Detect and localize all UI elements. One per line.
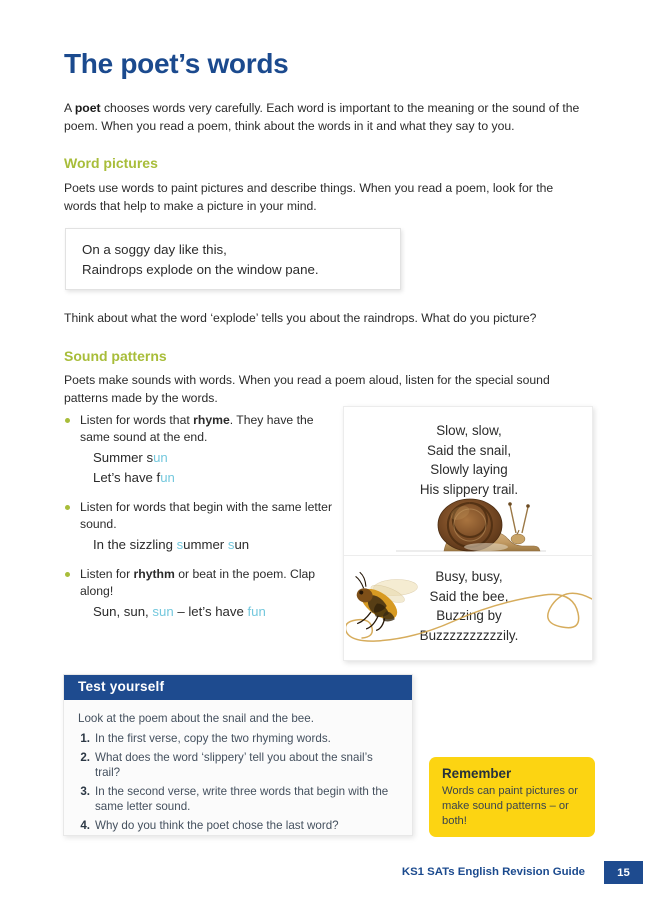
example-3-highlight-1: sun bbox=[152, 604, 174, 619]
example-2-highlight-1: s bbox=[176, 537, 184, 552]
section-heading-sound-patterns: Sound patterns bbox=[64, 348, 167, 364]
page-title: The poet’s words bbox=[64, 48, 289, 79]
bullet-2-text: Listen for words that begin with the same letter sound. bbox=[80, 500, 333, 531]
remember-text: Words can paint pictures or make sound patterns – or both! bbox=[442, 785, 578, 828]
example-2-plain: In the sizzling bbox=[93, 537, 177, 552]
example-1-plain-2: Let’s have f bbox=[93, 470, 161, 485]
question-number: 2. bbox=[80, 750, 90, 764]
illustration-divider bbox=[344, 555, 593, 556]
poem-line-2: Raindrops explode on the window pane. bbox=[82, 262, 319, 277]
question-number: 4. bbox=[80, 818, 90, 832]
test-yourself-intro: Look at the poem about the snail and the bee. bbox=[78, 712, 314, 725]
footer-title: KS1 SATs English Revision Guide bbox=[401, 866, 585, 878]
bee-illustration bbox=[346, 565, 592, 657]
list-item bbox=[64, 412, 336, 445]
section-heading-word-pictures: Word pictures bbox=[64, 155, 158, 171]
list-item bbox=[64, 566, 336, 599]
example-3-mid: – let’s have bbox=[173, 604, 248, 619]
intro-post: chooses words very carefully. Each word is important to the meaning or the sound of the poem. When you read a poem, think about the words in it and what they say to you. bbox=[64, 101, 580, 133]
snail-verse-line: His slippery trail. bbox=[419, 481, 519, 497]
intro-bold-word: poet bbox=[74, 101, 101, 115]
snail-verse-line: Said the snail, bbox=[426, 442, 512, 458]
bee-verse-line: Busy, busy, bbox=[435, 569, 503, 584]
bullet-3-text bbox=[80, 566, 336, 599]
test-yourself-header: Test yourself bbox=[64, 675, 412, 700]
example-1-plain-1: Summer s bbox=[93, 450, 154, 465]
example-3-plain: Sun, sun, bbox=[93, 604, 153, 619]
spacer bbox=[64, 488, 336, 499]
poem-example-box bbox=[65, 228, 401, 290]
test-yourself-box bbox=[63, 674, 413, 836]
snail-verse-line: Slowly laying bbox=[430, 462, 508, 477]
bullet-3-post: or beat in the poem. Clap along! bbox=[80, 567, 316, 598]
snail-verse-line: Slow, slow, bbox=[436, 423, 502, 438]
intro-paragraph bbox=[64, 100, 586, 135]
sound-patterns-bullet-list bbox=[64, 412, 336, 622]
bee-verse-line: Said the bee, bbox=[429, 588, 509, 604]
test-yourself-body bbox=[64, 700, 412, 834]
bullet-3-bold: rhythm bbox=[133, 567, 175, 581]
example-1-line-2 bbox=[64, 468, 336, 488]
question-item bbox=[78, 731, 398, 747]
example-1-line-1 bbox=[64, 448, 336, 468]
spacer bbox=[64, 555, 336, 566]
snail-illustration bbox=[396, 495, 546, 557]
example-2-mid: ummer bbox=[183, 537, 228, 552]
bullet-1-bold: rhyme bbox=[193, 413, 230, 427]
bee-verse-line: Buzzzzzzzzzzily. bbox=[419, 627, 519, 643]
example-2-line bbox=[64, 535, 336, 555]
remember-title: Remember bbox=[442, 766, 512, 781]
word-pictures-followup: Think about what the word ‘explode’ tells you about the raindrops. What do you picture? bbox=[64, 311, 537, 325]
bullet-1-post: . They have the same sound at the end. bbox=[80, 413, 314, 444]
bee-verse-line: Buzzing by bbox=[436, 608, 502, 623]
question-text: What does the word ‘slippery’ tell you about the snail’s trail? bbox=[95, 750, 373, 780]
example-1-highlight-1: un bbox=[153, 450, 168, 465]
intro-pre: A bbox=[64, 101, 75, 115]
example-2-highlight-2: s bbox=[227, 537, 235, 552]
bullet-3-pre: Listen for bbox=[80, 567, 134, 581]
question-text: In the first verse, copy the two rhyming words. bbox=[95, 732, 331, 745]
example-2-end: un bbox=[234, 537, 250, 552]
snail-verse bbox=[344, 421, 593, 499]
bullet-1-text bbox=[80, 412, 336, 445]
example-3-line bbox=[64, 602, 336, 622]
page-number-badge: 15 bbox=[604, 861, 643, 884]
sound-patterns-text: Poets make sounds with words. When you read a poem aloud, listen for the special sound patterns made by the words. bbox=[64, 373, 550, 405]
question-item bbox=[78, 784, 398, 815]
poem-line-1: On a soggy day like this, bbox=[82, 242, 227, 257]
word-pictures-text: Poets use words to paint pictures and describe things. When you read a poem, look for the words that help to make a picture in your mind. bbox=[64, 181, 554, 213]
question-item bbox=[78, 818, 398, 834]
bullet-1-pre: Listen for words that bbox=[80, 413, 194, 427]
question-text: In the second verse, write three words that begin with the same letter sound. bbox=[95, 784, 389, 814]
example-3-highlight-2: fun bbox=[247, 604, 266, 619]
illustration-panel bbox=[343, 406, 593, 661]
question-number: 1. bbox=[80, 732, 90, 745]
question-number: 3. bbox=[80, 784, 90, 798]
example-1-highlight-2: un bbox=[160, 470, 175, 485]
remember-box bbox=[429, 757, 595, 837]
list-item bbox=[64, 499, 336, 532]
question-item bbox=[78, 750, 398, 781]
question-text: Why do you think the poet chose the last word? bbox=[95, 818, 339, 832]
